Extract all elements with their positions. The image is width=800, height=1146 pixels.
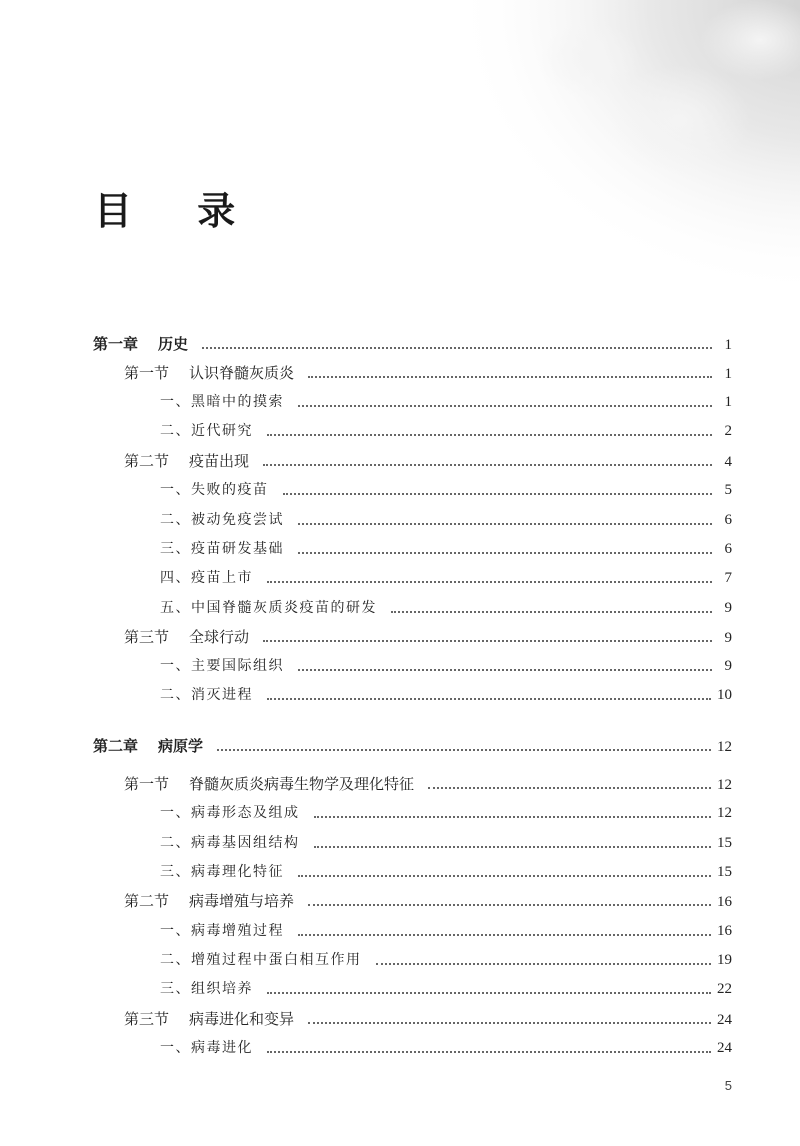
dot-leader — [298, 933, 711, 936]
toc-page-number: 15 — [717, 864, 732, 880]
toc-page-number: 12 — [717, 805, 732, 821]
toc-page-number: 2 — [724, 423, 732, 439]
toc-chapter[interactable] — [93, 734, 732, 758]
toc-entry-title: 病毒进化 — [191, 1040, 253, 1056]
toc-subsection[interactable] — [160, 683, 732, 707]
toc-entry-number: 第一章 — [93, 335, 139, 353]
toc-section[interactable] — [124, 361, 732, 385]
toc-page-number: 24 — [717, 1040, 732, 1056]
toc-subsection[interactable] — [160, 537, 732, 561]
toc-entry-number: 二、 — [160, 512, 191, 528]
toc-entry-title: 中国脊髓灰质炎疫苗的研发 — [191, 600, 377, 616]
toc-entry-title: 增殖过程中蛋白相互作用 — [191, 952, 362, 968]
dot-leader — [376, 962, 712, 965]
toc-entry-title: 病毒基因组结构 — [191, 835, 300, 851]
dot-leader — [283, 492, 713, 495]
toc-entry-title: 脊髓灰质炎病毒生物学及理化特征 — [189, 775, 415, 793]
toc-page-number: 24 — [717, 1012, 732, 1028]
toc-entry-number: 第二章 — [93, 737, 139, 755]
toc-entry-number: 二、 — [160, 835, 191, 851]
toc-entry-number: 三、 — [160, 541, 191, 557]
toc-entry-title: 失败的疫苗 — [191, 482, 269, 498]
dot-leader — [298, 404, 712, 407]
toc-entry-title: 病原学 — [158, 737, 204, 755]
toc-entry-title: 病毒进化和变异 — [189, 1010, 295, 1028]
toc-section[interactable] — [124, 1007, 732, 1031]
dot-leader — [202, 346, 712, 349]
page-title: 目 录 — [94, 189, 262, 233]
dot-leader — [267, 697, 711, 700]
dot-leader — [391, 610, 712, 613]
toc-page-number: 22 — [717, 981, 732, 997]
toc-page-number: 12 — [717, 777, 732, 793]
toc-entry-title: 全球行动 — [189, 628, 250, 646]
toc-page-number: 12 — [717, 739, 732, 755]
toc-entry-number: 第三节 — [124, 628, 170, 646]
toc-entry-title: 黑暗中的摸索 — [191, 394, 284, 410]
dot-leader — [263, 639, 712, 642]
dot-leader — [298, 874, 711, 877]
toc-entry-number: 四、 — [160, 570, 191, 586]
dot-leader — [308, 1021, 711, 1024]
toc-entry-title: 病毒理化特征 — [191, 864, 284, 880]
toc-entry-title: 疫苗上市 — [191, 570, 253, 586]
toc-entry-title: 近代研究 — [191, 423, 253, 439]
toc-page-number: 4 — [724, 454, 732, 470]
dot-leader — [298, 668, 712, 671]
toc-page-number: 16 — [717, 923, 732, 939]
toc-entry-number: 一、 — [160, 482, 191, 498]
toc-subsection[interactable] — [160, 419, 732, 443]
dot-leader — [314, 815, 712, 818]
toc-subsection[interactable] — [160, 919, 732, 943]
toc-page-number: 7 — [724, 570, 732, 586]
toc-subsection[interactable] — [160, 390, 732, 414]
dot-leader — [263, 463, 712, 466]
toc-page-number: 1 — [724, 394, 732, 410]
toc-entry-number: 第一节 — [124, 775, 170, 793]
toc-subsection[interactable] — [160, 860, 732, 884]
toc-page-number: 9 — [724, 600, 732, 616]
toc-subsection[interactable] — [160, 831, 732, 855]
toc-page-number: 5 — [724, 482, 732, 498]
dot-leader — [217, 748, 711, 751]
toc-entry-title: 组织培养 — [191, 981, 253, 997]
toc-entry-number: 五、 — [160, 600, 191, 616]
toc-entry-number: 三、 — [160, 864, 191, 880]
toc-page-number: 9 — [724, 658, 732, 674]
toc-section[interactable] — [124, 449, 732, 473]
dot-leader — [428, 786, 711, 789]
toc-page-number: 6 — [724, 512, 732, 528]
toc-section[interactable] — [124, 625, 732, 649]
toc-entry-title: 疫苗研发基础 — [191, 541, 284, 557]
dot-leader — [267, 991, 711, 994]
toc-page-number: 16 — [717, 894, 732, 910]
toc-subsection[interactable] — [160, 801, 732, 825]
toc-page-number: 15 — [717, 835, 732, 851]
toc-entry-title: 主要国际组织 — [191, 658, 284, 674]
toc-entry-title: 被动免疫尝试 — [191, 512, 284, 528]
toc-entry-number: 第二节 — [124, 452, 170, 470]
decorative-background-texture — [400, 0, 800, 300]
toc-page-number: 9 — [724, 630, 732, 646]
toc-entry-number: 第二节 — [124, 892, 170, 910]
toc-entry-title: 病毒增殖过程 — [191, 923, 284, 939]
toc-entry-number: 一、 — [160, 923, 191, 939]
toc-entry-title: 病毒形态及组成 — [191, 805, 300, 821]
toc-subsection[interactable] — [160, 596, 732, 620]
toc-entry-number: 二、 — [160, 423, 191, 439]
toc-subsection[interactable] — [160, 508, 732, 532]
toc-page-number: 19 — [717, 952, 732, 968]
toc-entry-number: 一、 — [160, 658, 191, 674]
toc-page-number: 1 — [724, 366, 732, 382]
toc-entry-number: 一、 — [160, 394, 191, 410]
toc-subsection[interactable] — [160, 1036, 732, 1060]
toc-entry-title: 认识脊髓灰质炎 — [189, 364, 295, 382]
toc-entry-number: 一、 — [160, 1040, 191, 1056]
dot-leader — [267, 433, 712, 436]
toc-page-number: 6 — [724, 541, 732, 557]
toc-section[interactable] — [124, 889, 732, 913]
dot-leader — [298, 551, 712, 554]
toc-chapter[interactable] — [93, 332, 732, 356]
toc-entry-number: 一、 — [160, 805, 191, 821]
toc-entry-number: 第一节 — [124, 364, 170, 382]
toc-entry-title: 疫苗出现 — [189, 452, 250, 470]
toc-page-number: 1 — [724, 337, 732, 353]
toc-entry-title: 历史 — [158, 335, 189, 353]
toc-entry-number: 第三节 — [124, 1010, 170, 1028]
toc-page-number: 10 — [717, 687, 732, 703]
toc-subsection[interactable] — [160, 566, 732, 590]
page-number: 5 — [724, 1078, 732, 1093]
dot-leader — [308, 375, 712, 378]
dot-leader — [314, 845, 712, 848]
toc-subsection[interactable] — [160, 654, 732, 678]
dot-leader — [308, 903, 711, 906]
toc-entry-title: 病毒增殖与培养 — [189, 892, 295, 910]
dot-leader — [267, 580, 712, 583]
toc-subsection[interactable] — [160, 478, 732, 502]
dot-leader — [267, 1050, 711, 1053]
toc-section[interactable] — [124, 772, 732, 796]
toc-entry-number: 二、 — [160, 952, 191, 968]
toc-entry-title: 消灭进程 — [191, 687, 253, 703]
toc-subsection[interactable] — [160, 948, 732, 972]
dot-leader — [298, 522, 712, 525]
toc-entry-number: 三、 — [160, 981, 191, 997]
toc-entry-number: 二、 — [160, 687, 191, 703]
toc-subsection[interactable] — [160, 977, 732, 1001]
